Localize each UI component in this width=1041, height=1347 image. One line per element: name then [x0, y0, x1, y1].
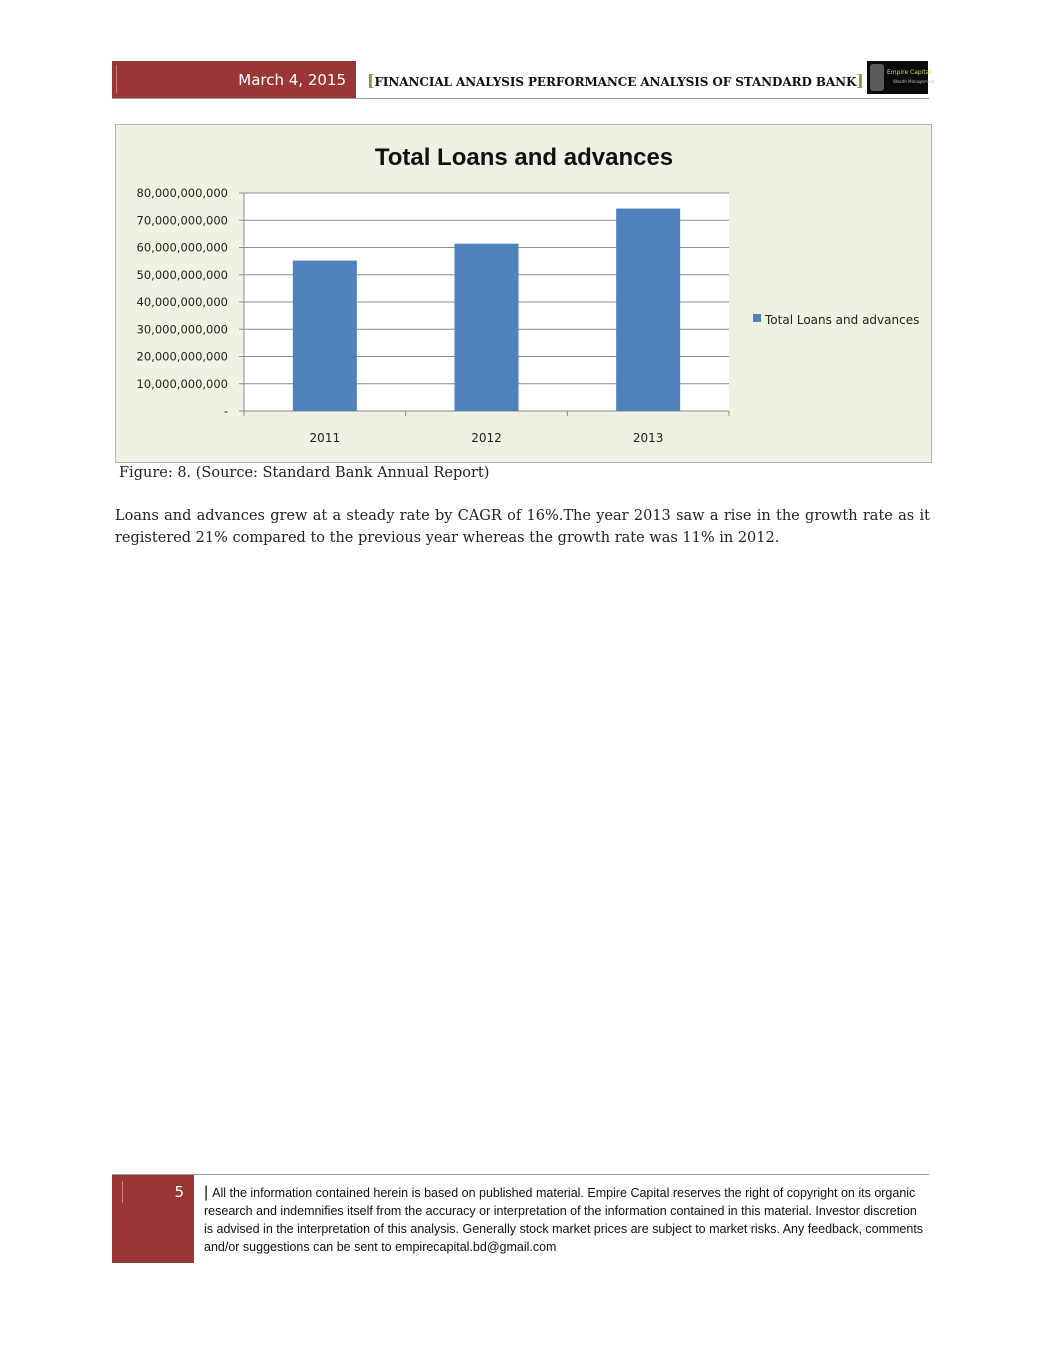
y-tick-label: 10,000,000,000 [136, 376, 228, 391]
bull-icon [870, 64, 884, 91]
y-tick-label: 70,000,000,000 [136, 213, 228, 228]
header-date [112, 61, 356, 99]
chart-container [115, 124, 932, 463]
chart-title: Total Loans and advances [374, 144, 674, 171]
header-title-text: FINANCIAL ANALYSIS PERFORMANCE ANALYSIS OF STANDARD BANK [374, 75, 857, 89]
footer-disclaimer [204, 1184, 924, 1256]
y-tick-label: 20,000,000,000 [136, 349, 228, 364]
logo-text: Empire Capital [887, 69, 932, 76]
bar-2013 [616, 209, 680, 411]
y-tick-label: 80,000,000,000 [136, 186, 228, 200]
logo-subtext: Wealth Management [893, 79, 935, 84]
y-tick-label: 40,000,000,000 [136, 295, 228, 309]
bar-chart [116, 125, 933, 464]
figure-caption: Figure: 8. (Source: Standard Bank Annual Report) [119, 465, 490, 481]
page-number: 5 [174, 1183, 184, 1201]
y-tick-label: - [223, 404, 228, 418]
header-date-text: March 4, 2015 [238, 71, 346, 89]
footer-disclaimer-text: All the information contained herein is based on published material. Empire Capital reserves the right of copyright on its organic research and indemnifies itself from the accuracy or interpretation of the information contained in this material. Investor discretion is advised in the interpretation of this analysis. Generally stock market prices are subject to market risks. Any feedback, comments and/or suggestions can be sent to empirecapital.bd@gmail.com [204, 1186, 924, 1254]
header-bracket-close: ] [856, 71, 864, 90]
legend-swatch [753, 314, 761, 322]
header-rule [112, 98, 929, 99]
body-paragraph: Loans and advances grew at a steady rate by CAGR of 16%.The year 2013 saw a rise in the growth rate as it registered 21% compared to the previous year whereas the growth rate was 11% in 2012. [115, 508, 930, 546]
page-number-box [112, 1175, 194, 1263]
y-tick-label: 60,000,000,000 [136, 240, 228, 255]
x-tick-label: 2011 [309, 431, 341, 445]
x-tick-label: 2013 [632, 431, 664, 445]
y-tick-label: 30,000,000,000 [136, 322, 228, 337]
header-title [367, 71, 864, 90]
header-bracket-open: [ [367, 71, 375, 90]
footer-rule [112, 1174, 929, 1175]
bar-2011 [293, 261, 357, 411]
x-tick-label: 2012 [471, 431, 502, 445]
footer-separator: | [204, 1184, 209, 1201]
bar-2012 [455, 244, 519, 411]
y-tick-label: 50,000,000,000 [136, 267, 228, 282]
empire-capital-logo [867, 61, 935, 94]
legend-label: Total Loans and advances [765, 313, 920, 327]
